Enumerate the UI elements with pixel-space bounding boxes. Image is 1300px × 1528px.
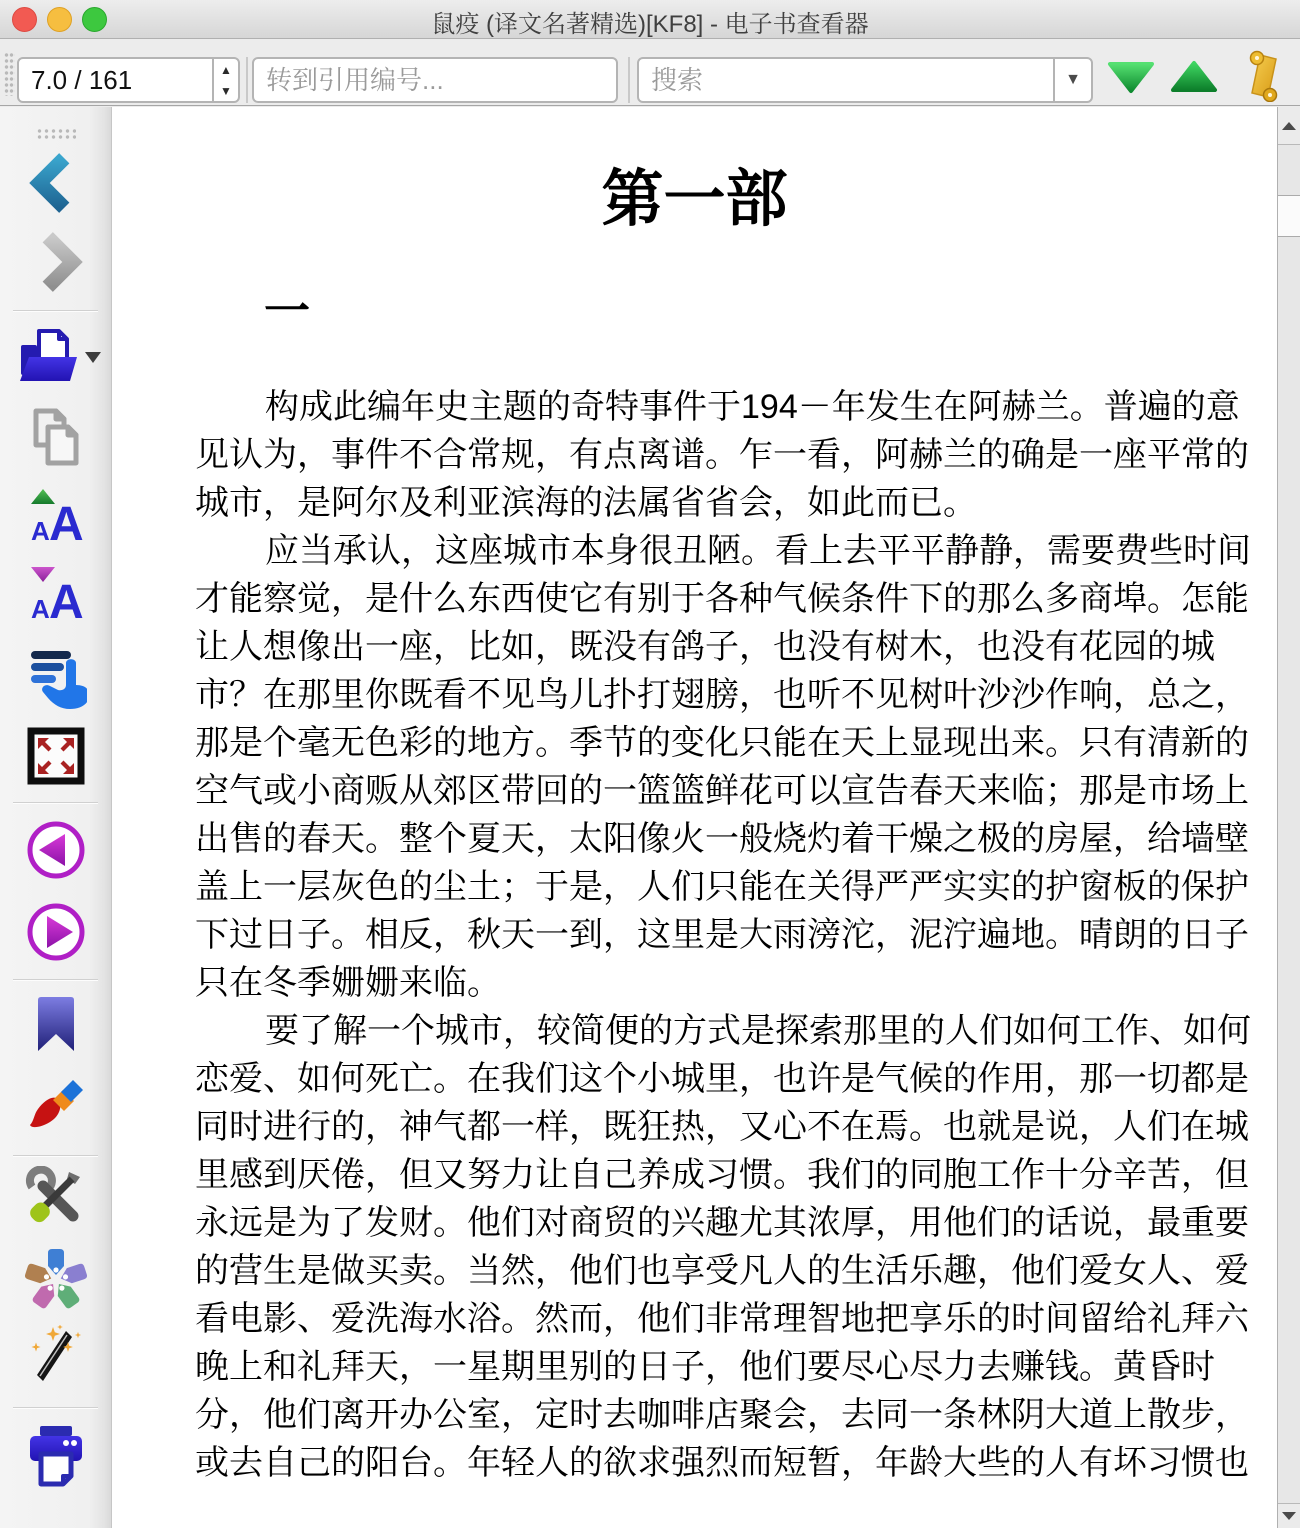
lines-pointing-hand-icon [25, 647, 87, 709]
paintbrush-button[interactable] [0, 1073, 111, 1137]
preferences-button[interactable] [0, 1165, 111, 1229]
forward-chevron-icon [25, 231, 87, 293]
page-position-spinbox [17, 57, 240, 103]
font-smaller-icon [26, 562, 86, 622]
text-line: 构成此编年史主题的奇特事件于194－年发生在阿赫兰。普遍的意 [265, 388, 1240, 426]
circle-right-triangle-icon [24, 900, 88, 964]
search-backward-button[interactable] [1170, 60, 1218, 97]
goto-reference-box [252, 57, 618, 103]
previous-section-button[interactable] [0, 818, 111, 882]
toolbar-separator [246, 57, 248, 103]
text-line: 同时进行的，神气都一样，既狂热，又心不在焉。也就是说，人们在城 [195, 1108, 1249, 1146]
part-title: 第一部 [601, 165, 788, 234]
book-page [112, 107, 1277, 1528]
vertical-scrollbar[interactable] [1277, 107, 1300, 1528]
open-dropdown-arrow-icon[interactable] [85, 352, 101, 363]
window-title: 鼠疫 (译文名著精选)[KF8] - 电子书查看器 [431, 11, 869, 38]
text-line: 让人想像出一座，比如，既没有鸽子，也没有树木，也没有花园的城 [195, 628, 1215, 666]
text-line: 城市，是阿尔及利亚滨海的法属省省会，如此而已。 [195, 484, 977, 522]
text-line: 下过日子。相反，秋天一到，这里是大雨滂沱，泥泞遍地。晴朗的日子 [195, 916, 1249, 954]
toolbar-drag-handle[interactable] [4, 52, 15, 96]
print-button[interactable] [0, 1423, 111, 1487]
sidebar-divider [13, 310, 98, 312]
circle-left-triangle-icon [24, 818, 88, 882]
next-section-button[interactable] [0, 900, 111, 964]
text-line: 分，他们离开办公室，定时去咖啡店聚会，去同一条林阴大道上散步， [195, 1396, 1249, 1434]
open-folder-icon [17, 325, 81, 389]
text-line: 市？在那里你既看不见鸟儿扑打翅膀，也听不见树叶沙沙作响，总之， [195, 676, 1249, 714]
magic-wand-icon [26, 1325, 86, 1385]
printer-icon [24, 1423, 88, 1487]
back-chevron-icon [25, 152, 87, 214]
sidebar-drag-handle[interactable] [36, 128, 76, 140]
sidebar-divider [13, 802, 98, 804]
sidebar-divider [13, 1155, 98, 1157]
text-line: 只在冬季姗姗来临。 [195, 964, 501, 1002]
magic-wand-button[interactable] [0, 1323, 111, 1387]
goto-reference-input[interactable] [254, 59, 616, 101]
search-input[interactable] [639, 59, 1053, 101]
text-line: 盖上一层灰色的尘土；于是，人们只能在关得严严实实的护窗板的保护 [195, 868, 1249, 906]
fullscreen-arrows-icon [26, 726, 86, 786]
page-position-input[interactable] [19, 59, 213, 101]
search-forward-button[interactable] [1107, 60, 1155, 97]
svg-text:A: A [30, 516, 50, 544]
search-history-dropdown-button[interactable]: ▼ [1053, 59, 1091, 101]
titlebar [0, 0, 1300, 39]
svg-text:A: A [48, 576, 84, 622]
green-up-triangle-icon [1170, 60, 1218, 94]
svg-text:A: A [30, 594, 50, 622]
reference-mode-button[interactable] [0, 646, 111, 710]
scroll-down-arrow-icon [1282, 1512, 1296, 1520]
chapter-heading: 一 [264, 285, 310, 337]
text-line: 见认为，事件不合常规，有点离谱。乍一看，阿赫兰的确是一座平常的 [195, 436, 1249, 474]
bookmark-ribbon-icon [24, 993, 88, 1057]
main-toolbar [0, 40, 1300, 106]
search-combobox [637, 57, 1093, 103]
sidebar-divider [13, 979, 98, 981]
scrollbar-thumb[interactable] [1278, 195, 1300, 237]
decrease-font-button[interactable] [0, 560, 111, 624]
font-larger-icon [26, 484, 86, 544]
copy-pages-icon [24, 405, 88, 469]
green-down-triangle-icon [1107, 60, 1155, 94]
text-line: 或去自己的阳台。年轻人的欲求强烈而短暂，年龄大些的人有坏习惯也 [195, 1444, 1249, 1482]
page-spin-up-button[interactable]: ▲ [220, 62, 232, 77]
text-line: 空气或小商贩从郊区带回的一篮篮鲜花可以宣告春天来临；那是市场上 [195, 772, 1249, 810]
text-line: 晚上和礼拜天，一星期里别的日子，他们要尽心尽力去赚钱。黄昏时 [195, 1348, 1215, 1386]
text-line: 出售的春天。整个夏天，太阳像火一般烧灼着干燥之极的房屋，给墙壁 [195, 820, 1249, 858]
wrench-screwdriver-icon [25, 1166, 87, 1228]
svg-text:A: A [48, 498, 84, 544]
text-line: 永远是为了发财。他们对商贸的兴趣尤其浓厚，用他们的话说，最重要 [195, 1204, 1249, 1242]
text-line: 的营生是做买卖。当然，他们也享受凡人的生活乐趣，他们爱女人、爱 [195, 1252, 1249, 1290]
open-ebook-button[interactable] [0, 325, 111, 389]
toc-button[interactable] [1240, 48, 1286, 105]
page-spin-down-button[interactable]: ▼ [220, 83, 232, 98]
copy-button[interactable] [0, 405, 111, 469]
gold-scroll-icon [1240, 48, 1286, 102]
text-line: 那是个毫无色彩的地方。季节的变化只能在天上显现出来。只有清新的 [195, 724, 1249, 762]
forward-button[interactable] [0, 230, 111, 294]
toolbar-separator [628, 57, 630, 103]
increase-font-button[interactable] [0, 482, 111, 546]
sidebar-divider [13, 1407, 98, 1409]
bookmark-button[interactable] [0, 993, 111, 1057]
text-line: 应当承认，这座城市本身很丑陋。看上去平平静静，需要费些时间 [265, 532, 1251, 570]
back-button[interactable] [0, 151, 111, 215]
text-line: 要了解一个城市，较简便的方式是探索那里的人们如何工作、如何 [265, 1012, 1251, 1050]
scroll-up-arrow-icon [1282, 122, 1296, 130]
text-line: 看电影、爱洗海水浴。然而，他们非常理智地把享乐的时间留给礼拜六 [195, 1300, 1249, 1338]
tags-button[interactable] [0, 1245, 111, 1309]
tags-icon [24, 1245, 88, 1309]
text-line: 恋爱、如何死亡。在我们这个小城里，也许是气候的作用，那一切都是 [195, 1060, 1249, 1098]
paintbrush-icon [25, 1074, 87, 1136]
book-text [195, 383, 1251, 1487]
text-line: 才能察觉，是什么东西使它有别于各种气候条件下的那么多商埠。怎能 [195, 580, 1249, 618]
scroll-down-button[interactable] [1278, 1503, 1300, 1528]
scroll-up-button[interactable] [1278, 107, 1300, 145]
tool-sidebar [0, 107, 112, 1528]
fullscreen-button[interactable] [0, 724, 111, 788]
text-line: 里感到厌倦，但又努力让自己养成习惯。我们的同胞工作十分辛苦，但 [195, 1156, 1249, 1194]
